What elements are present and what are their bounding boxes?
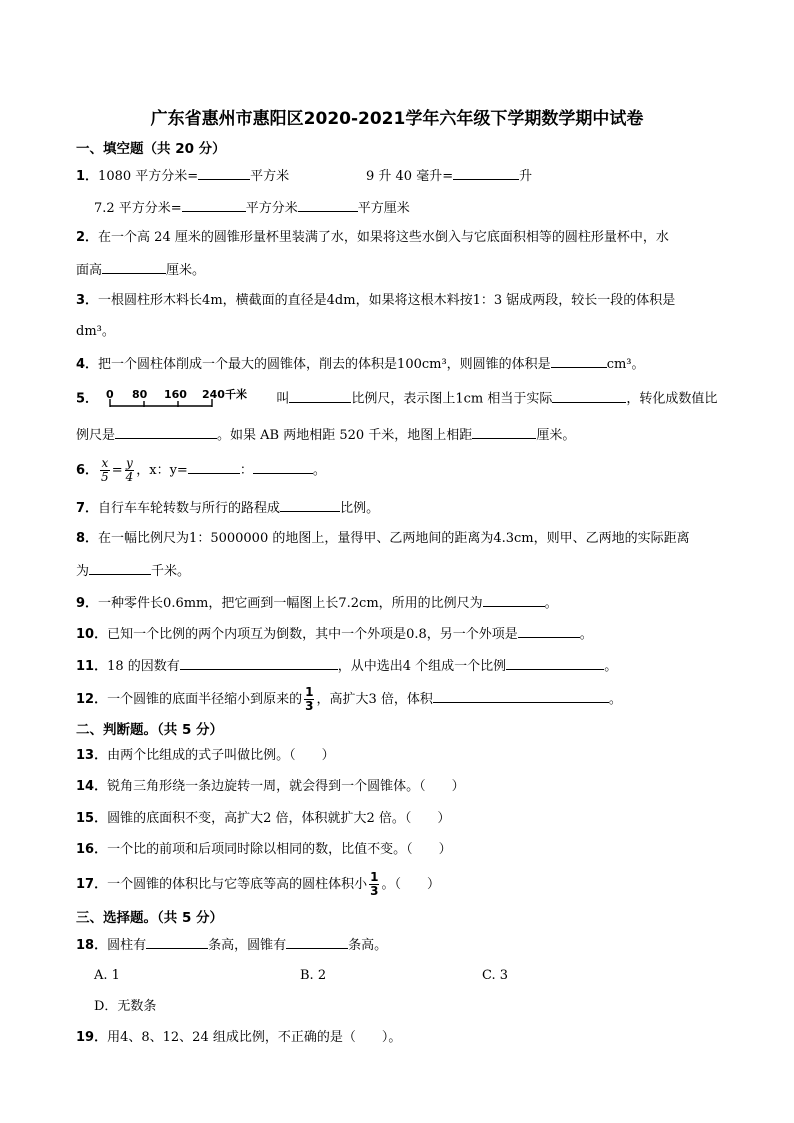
fraction-y-over-4: $\frac{y}{4}$ [125,456,134,484]
q-text: 条高。 [348,938,388,953]
q-text: 圆柱有 [107,938,147,953]
q-text: 平方厘米 [357,201,410,216]
question-16 [76,840,452,860]
q-text: = [111,463,123,478]
answer-blank[interactable] [146,934,208,949]
q-text: 在一个高 24 厘米的圆锥形量杯里装满了水，如果将这些水倒入与它底面积相等的圆柱形量杯中，水 [98,230,669,245]
scale-ruler-line [110,399,212,407]
q-number: 19． [76,1030,108,1045]
choice-d[interactable]: D．无数条 [94,999,157,1014]
answer-blank[interactable] [298,197,358,212]
scale-ruler-graphic [102,386,272,412]
q-number: 18． [76,938,108,953]
scale-tick-label: 80 [132,388,148,401]
q-number: 10． [76,627,108,642]
q-text: 1080 平方分米= [98,169,199,184]
q-text: 例尺是 [76,428,116,443]
question-1c [94,197,410,219]
q-number: 13． [76,748,108,763]
choice-a[interactable]: A. 1 [94,968,120,983]
q-number: 4． [76,357,99,372]
q-number: 2． [76,230,99,245]
question-9 [76,592,558,614]
answer-blank[interactable] [472,424,536,439]
scale-tick-label: 240千米 [202,388,248,401]
section-true-false: 二、判断题。（共 5 分） [76,722,224,738]
question-1a [76,165,289,187]
q-text: 升 [519,169,533,184]
q-number: 1． [76,169,99,184]
question-17 [76,870,440,900]
q-text: 圆锥的底面积不变，高扩大2 倍，体积就扩大2 倍。（ ） [107,811,451,826]
answer-blank[interactable] [115,424,217,439]
scale-tick-label: 160 [164,388,188,401]
section-fill-in: 一、填空题（共 20 分） [76,141,226,157]
question-5-cont [76,424,575,446]
exam-title: 广东省惠州市惠阳区2020-2021学年六年级下学期数学期中试卷 [150,109,644,129]
question-2 [76,228,669,248]
q-text: 锐角三角形绕一条边旋转一周，就会得到一个圆锥体。（ ） [107,779,465,794]
answer-blank[interactable] [551,353,607,368]
q-number: 5． [76,391,99,407]
q-text: 一个比的前项和后项同时除以相同的数，比值不变。（ ） [107,842,452,857]
answer-blank[interactable] [433,688,609,703]
q-number: 8． [76,531,99,546]
q-text: ，转化成数值比 [626,391,718,407]
answer-blank[interactable] [453,165,519,180]
q-text: 已知一个比例的两个内项互为倒数，其中一个外项是0.8，另一个外项是 [107,627,518,642]
choice-b[interactable]: B. 2 [300,968,327,983]
q-number: 17． [76,877,108,892]
answer-blank[interactable] [552,388,626,403]
fraction-one-third: $\frac{1}{3}$ [370,870,379,898]
q-text: 7.2 平方分米= [94,201,182,216]
q-text: 。 [604,659,618,674]
question-5 [76,386,717,413]
q-text: 一种零件长0.6mm，把它画到一幅图上长7.2cm，所用的比例尺为 [98,596,483,611]
question-1b [366,165,532,187]
q-number: 6． [76,463,99,478]
answer-blank[interactable] [286,934,348,949]
question-2-cont [76,259,205,281]
answer-blank[interactable] [289,388,351,403]
question-3-cont: dm³。 [76,324,115,339]
question-7 [76,497,379,519]
answer-blank[interactable] [102,259,166,274]
answer-blank[interactable] [483,592,545,607]
q-number: 14． [76,779,108,794]
q-text: 在一幅比例尺为1：5000000 的地图上，量得甲、乙两地间的距离为4.3cm，则甲、乙两地的实际距离 [98,531,690,546]
q-text: 。 [608,692,622,707]
question-8-cont [76,560,190,582]
question-6 [76,456,326,486]
q-text: 18 的因数有 [107,659,180,674]
answer-blank[interactable] [180,655,338,670]
question-15 [76,809,450,829]
scale-tick-label: 0 [106,388,114,401]
q-text: ，x：y= [136,463,188,478]
q-text: 比例。 [340,501,380,516]
answer-blank[interactable] [253,459,313,474]
answer-blank[interactable] [182,197,246,212]
question-11 [76,655,617,677]
question-13 [76,746,335,766]
answer-blank[interactable] [188,459,240,474]
question-12 [76,685,622,715]
question-14 [76,777,465,797]
answer-blank[interactable] [280,497,340,512]
question-10 [76,623,593,645]
q-text: cm³。 [606,357,645,372]
question-8 [76,529,690,549]
q-text: 为 [76,564,90,579]
answer-blank[interactable] [198,165,250,180]
q-number: 9． [76,596,99,611]
q-text: 比例尺，表示图上1cm 相当于实际 [351,391,553,407]
q-text: 由两个比组成的式子叫做比例。（ ） [107,748,335,763]
q-text: 把一个圆柱体削成一个最大的圆锥体，削去的体积是100cm³，则圆锥的体积是 [98,357,551,372]
question-3 [76,291,675,311]
q-number: 3． [76,293,99,308]
answer-blank[interactable] [506,655,604,670]
q-text: 用4、8、12、24 组成比例，不正确的是（ ）。 [107,1030,402,1045]
question-4 [76,353,645,375]
q-text: 一根圆柱形木料长4m，横截面的直径是4dm，如果将这根木料按1：3 锯成两段，较长一段的体积是 [98,293,676,308]
fraction-x-over-5: $\frac{x}{5}$ [101,456,109,484]
q-number: 12． [76,692,108,707]
q-text: 厘米。 [166,263,206,278]
q-text: ，高扩大3 倍，体积 [316,692,433,707]
q-text: 千米。 [151,564,191,579]
fraction-one-third: $\frac{1}{3}$ [305,685,314,713]
q-text: ： [239,463,253,478]
q-text: 一个圆锥的底面半径缩小到原来的 [107,692,303,707]
question-18 [76,934,387,956]
answer-blank[interactable] [89,560,151,575]
q-text: 。 [312,463,326,478]
choice-c[interactable]: C. 3 [482,968,509,983]
q-text: 一个圆锥的体积比与它等底等高的圆柱体积小 [107,877,368,892]
q-number: 11． [76,659,108,674]
answer-blank[interactable] [518,623,580,638]
q-text: 厘米。 [536,428,576,443]
q-text: 9 升 40 毫升= [366,169,454,184]
q-text: 平方分米 [245,201,298,216]
q-text: ，从中选出4 个组成一个比例 [337,659,507,674]
section-multiple-choice: 三、选择题。（共 5 分） [76,910,224,926]
q-text: 平方米 [250,169,290,184]
q-number: 16． [76,842,108,857]
q-text: 叫 [276,391,290,407]
question-19 [76,1028,401,1048]
q-text: 面高 [76,263,103,278]
q-text: 。如果 AB 两地相距 520 千米，地图上相距 [217,428,473,443]
q-text: 。（ ） [381,877,440,892]
q-text: 。 [544,596,558,611]
q-text: 自行车车轮转数与所行的路程成 [98,501,281,516]
q-text: 条高，圆锥有 [208,938,287,953]
q-number: 7． [76,501,99,516]
q-number: 15． [76,811,108,826]
q-text: 。 [579,627,593,642]
